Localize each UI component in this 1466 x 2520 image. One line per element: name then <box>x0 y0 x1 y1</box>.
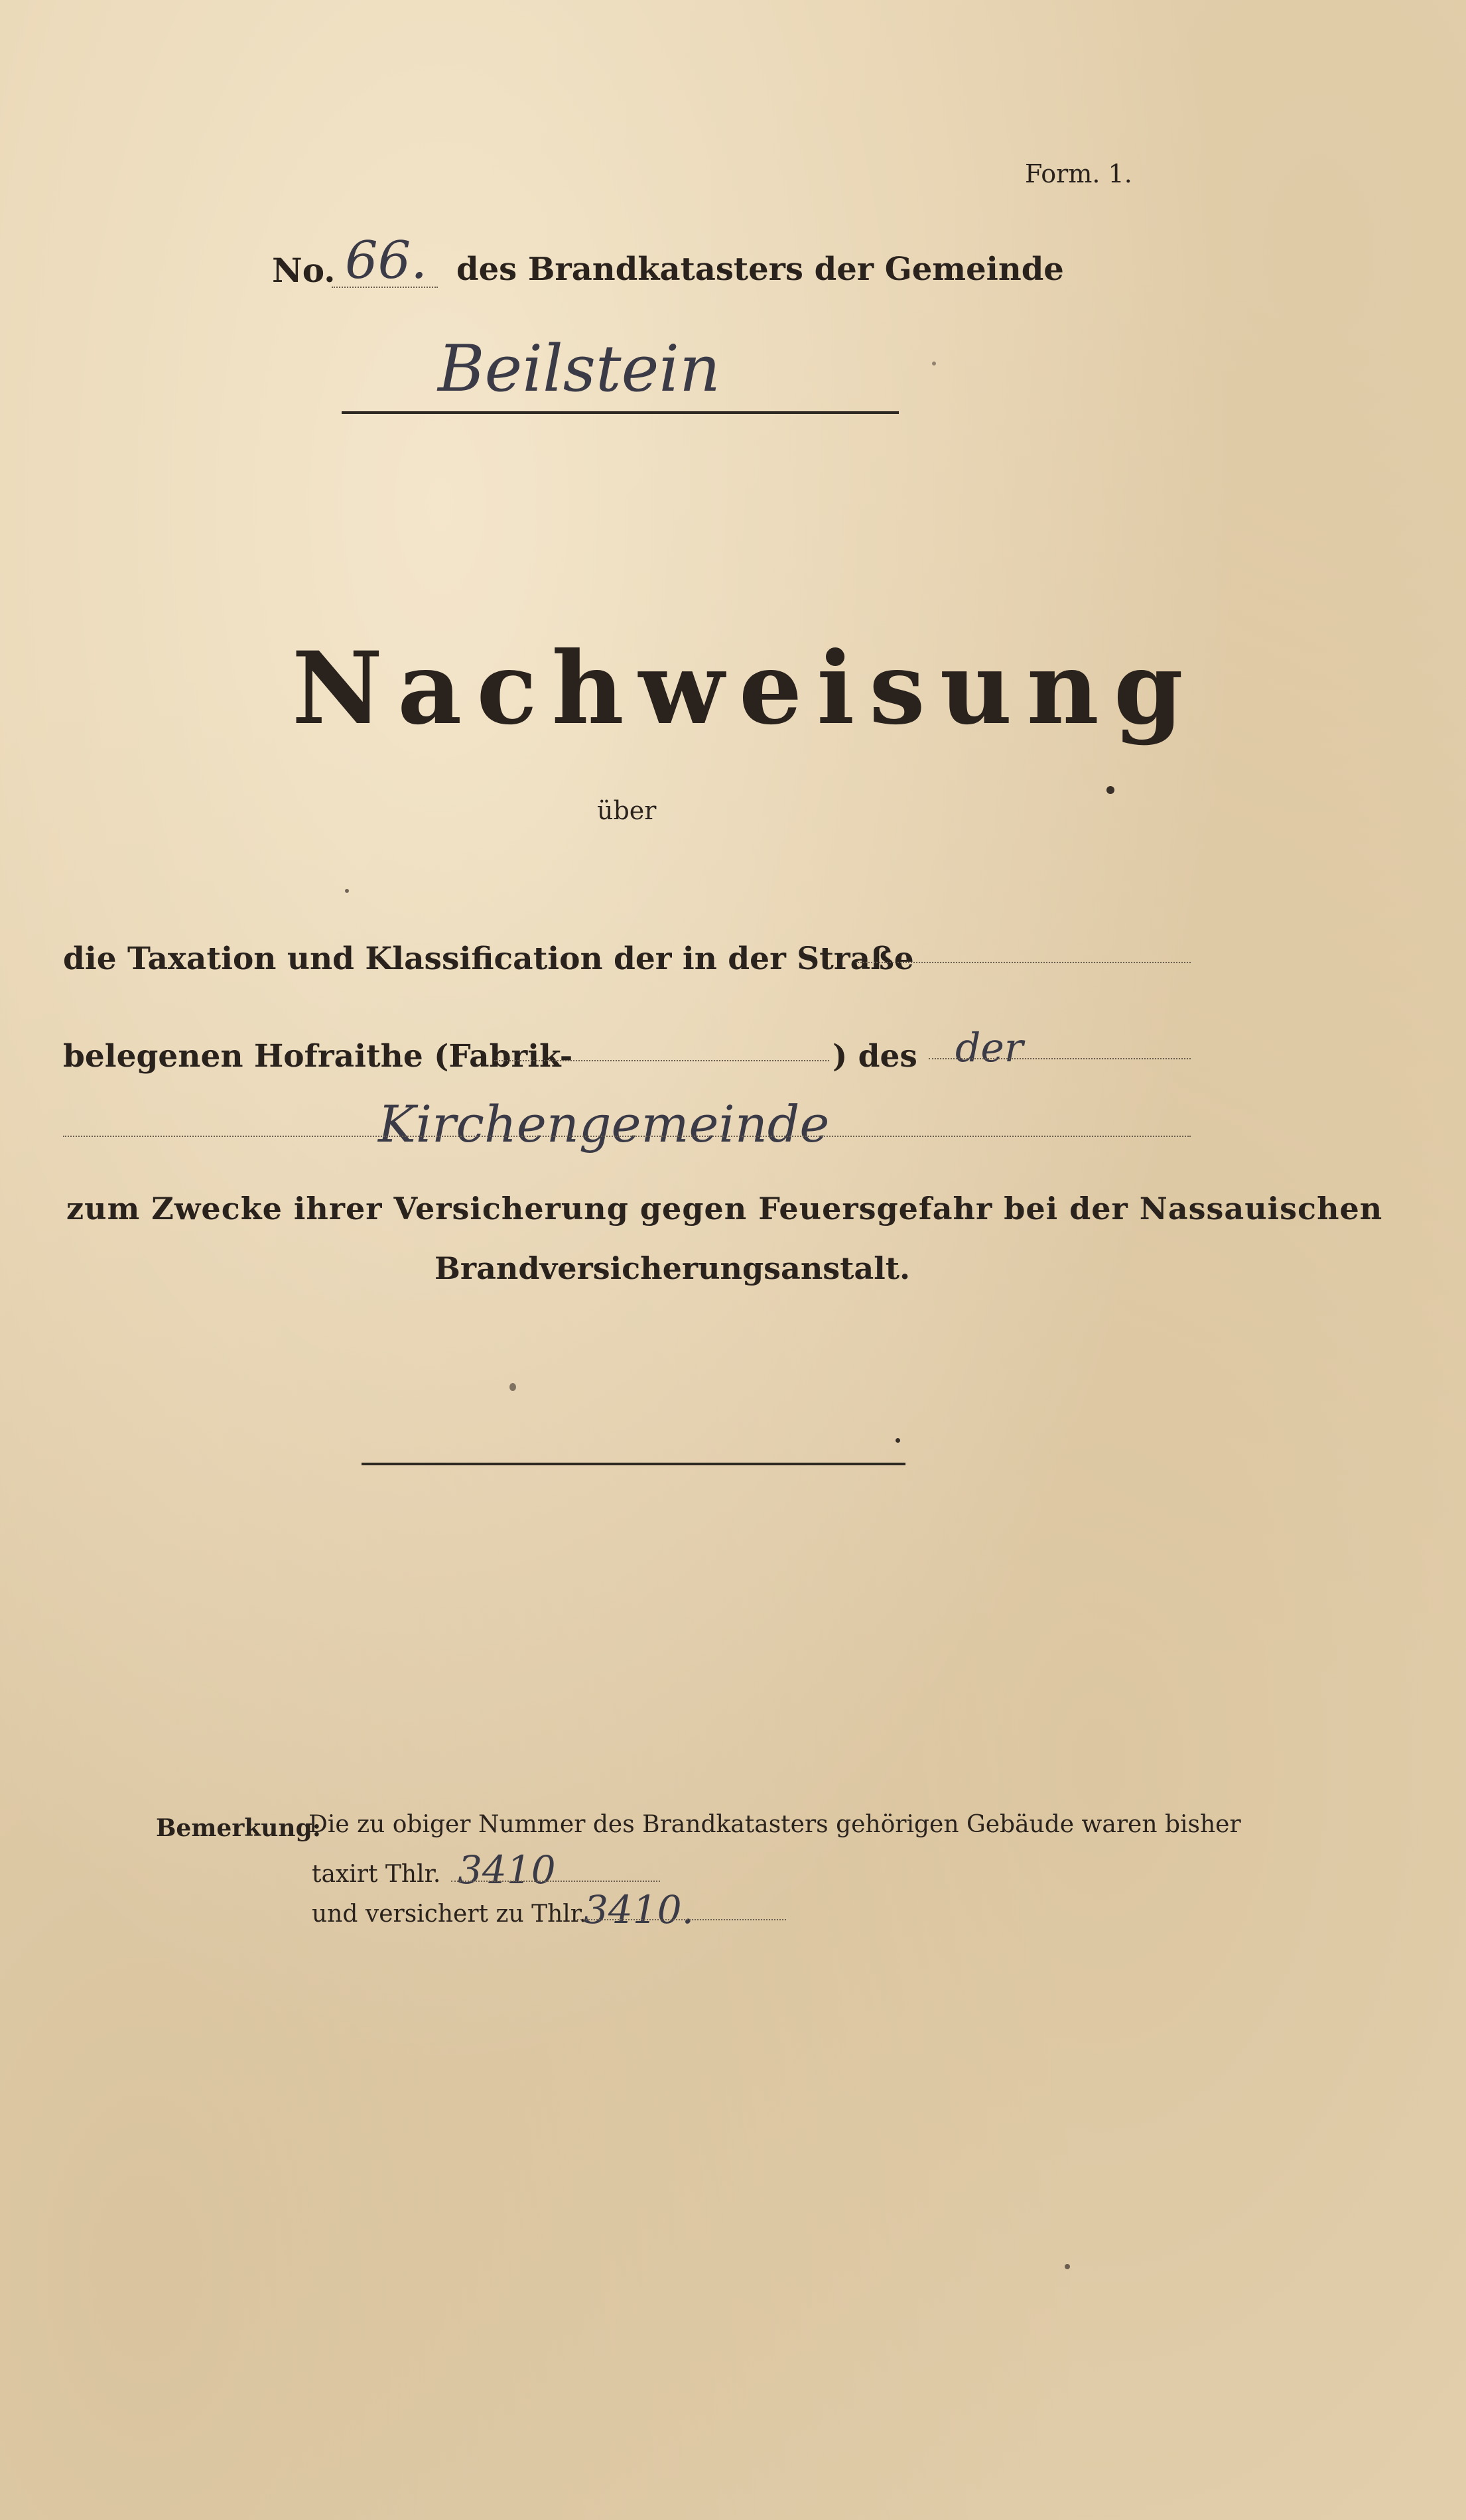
paper-speck <box>1065 2264 1070 2269</box>
remark-label: Bemerkung: <box>156 1814 322 1842</box>
insured-value-handwritten: 3410. <box>584 1887 695 1932</box>
body-line-2-start: belegenen Hofraithe (Fabrik- <box>63 1038 573 1075</box>
owner-handwritten-kirchengemeinde: Kirchengemeinde <box>378 1094 830 1154</box>
separator-rule <box>362 1463 905 1465</box>
paper-speck <box>1106 786 1114 794</box>
paper-speck <box>932 362 936 365</box>
insured-dotted-line <box>577 1919 786 1920</box>
number-dotted-line <box>332 287 438 288</box>
municipality-handwritten: Beilstein <box>438 332 720 406</box>
body-line-2-end: ) des <box>833 1038 917 1075</box>
number-prefix: No. <box>272 251 336 290</box>
body-line-4: Brandversicherungsanstalt. <box>434 1250 910 1286</box>
remark-text: Die zu obiger Nummer des Brandkatasters gehörigen Gebäude waren bisher <box>308 1811 1241 1838</box>
paper-speck <box>509 1383 516 1391</box>
taxed-value-handwritten: 3410 <box>458 1847 556 1892</box>
body-line-1: die Taxation und Klassification der in der Straße <box>63 941 914 977</box>
street-dotted-line <box>856 962 1191 963</box>
body-line-3: zum Zwecke ihrer Versicherung gegen Feuersgefahr bei der Nassauischen <box>66 1191 1383 1227</box>
taxed-label: taxirt Thlr. <box>312 1861 441 1888</box>
municipality-underline <box>342 411 899 414</box>
owner-dotted-line-1 <box>929 1058 1191 1059</box>
subtitle-ueber: über <box>597 796 657 825</box>
owner-dotted-line-2 <box>63 1136 1191 1137</box>
factory-dotted-line <box>494 1060 829 1061</box>
owner-handwritten-der: der <box>955 1025 1024 1071</box>
paper-speck <box>345 889 349 893</box>
taxed-dotted-line <box>451 1881 660 1882</box>
paper-speck <box>896 1438 900 1443</box>
number-suffix-text: des Brandkatasters der Gemeinde <box>456 251 1064 288</box>
catalog-number-handwritten: 66. <box>345 231 428 291</box>
form-number-label: Form. 1. <box>1025 159 1132 188</box>
insured-label: und versichert zu Thlr. <box>312 1900 587 1928</box>
document-title: Nachweisung <box>292 630 1198 747</box>
